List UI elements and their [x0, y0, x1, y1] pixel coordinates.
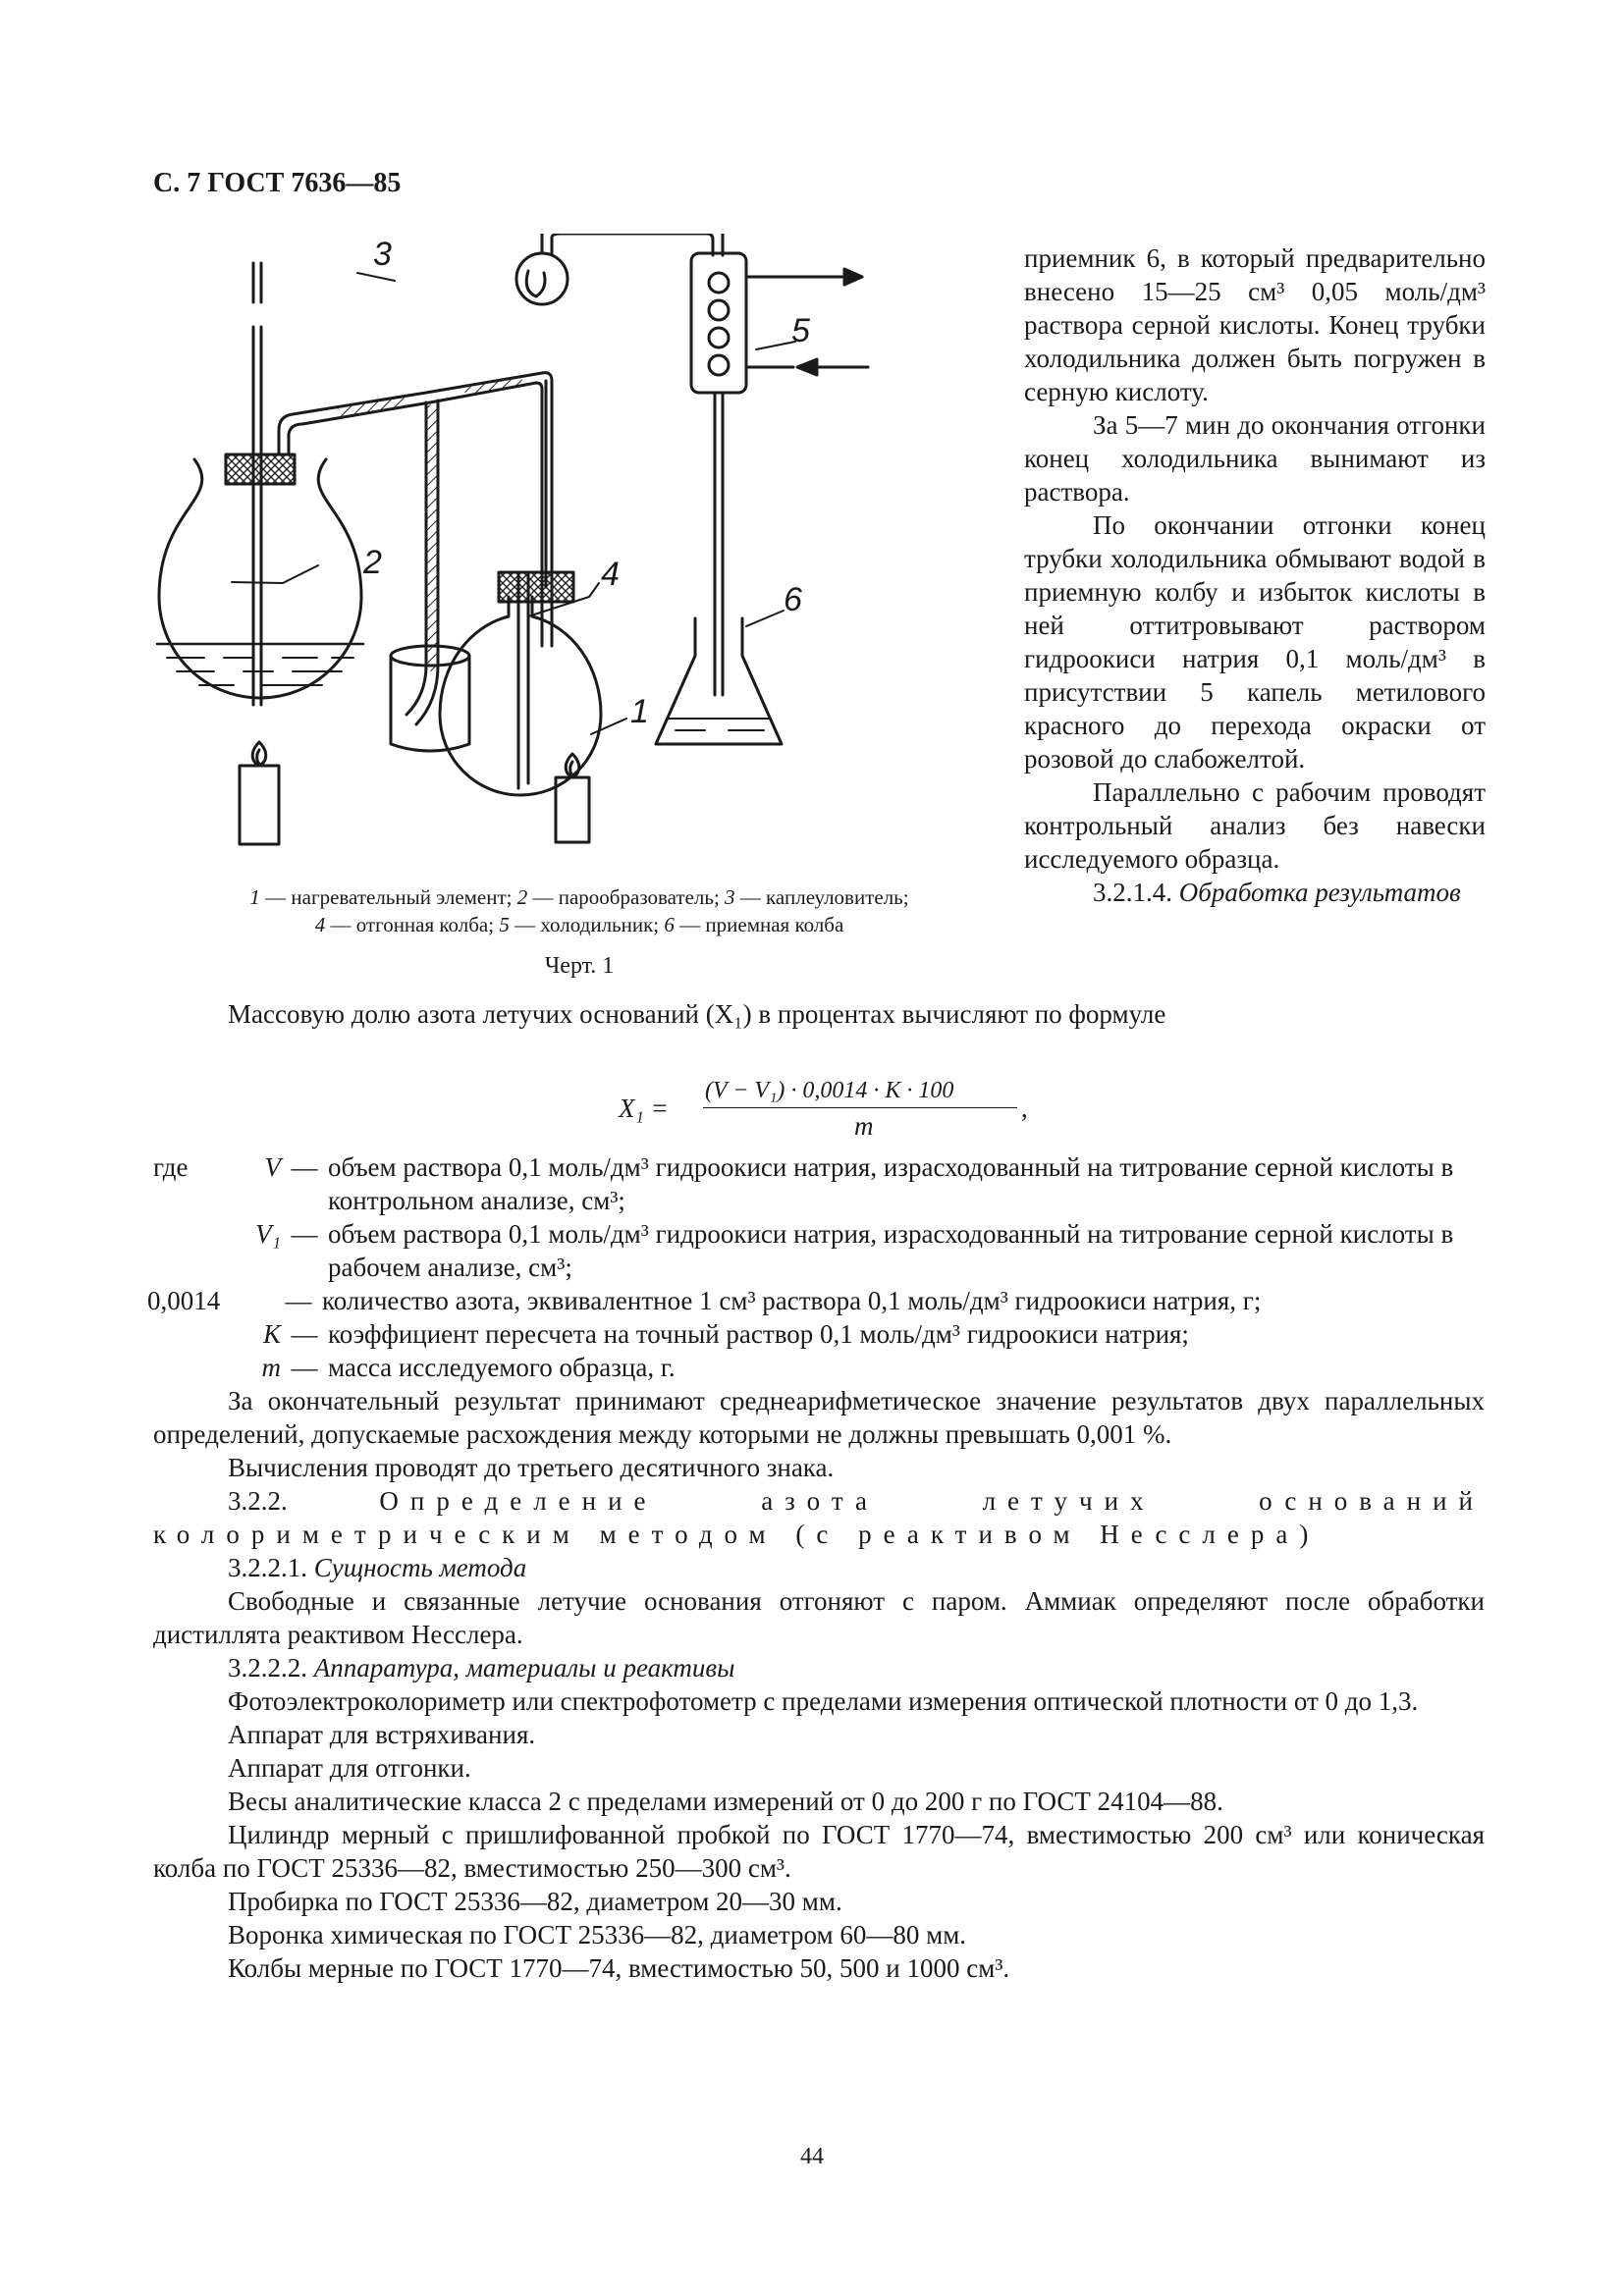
equipment-item: Колбы мерные по ГОСТ 1770—74, вместимостью 50, 500 и 1000 см³.	[228, 1953, 1010, 1983]
definition-row: 0,0014 — количество азота, эквивалентное 1 см³ раствора 0,1 моль/дм³ гидроокиси натрия, г;	[147, 1286, 1262, 1315]
definition-row: K — коэффициент пересчета на точный раствор 0,1 моль/дм³ гидроокиси натрия;	[262, 1319, 1189, 1349]
heater-left	[240, 742, 279, 844]
main-body	[147, 1150, 1485, 1985]
right-para-3: По окончании отгонки конец трубки холодильника обмывают водой в приемную колбу и избыток кислоты в ней оттитровывают раствором гидроокиси натрия 0,1 моль/дм³ в присутствии 5 капель метилового красного до перехода окраски от розовой до слабожелтой.	[1024, 510, 1486, 774]
apparatus-diagram	[145, 234, 1009, 881]
formula-bar	[703, 1107, 1017, 1108]
page-header: С. 7 ГОСТ 7636—85	[153, 168, 402, 198]
formula-denominator: m	[854, 1111, 874, 1141]
right-column	[1024, 241, 1486, 909]
formula-trail: ,	[1021, 1094, 1028, 1123]
equipment-item: Аппарат для встряхивания.	[228, 1720, 536, 1749]
section-3221-heading: 3.2.2.1. Сущность метода	[228, 1553, 527, 1582]
formula	[619, 1074, 1031, 1145]
figure-label-1: 1	[630, 693, 649, 730]
caption-line-1: 1 — нагревательный элемент; 2 — парообразователь; 3 — каплеуловитель;	[249, 885, 909, 909]
distillation-flask	[440, 381, 601, 795]
steam-generator-flask	[157, 263, 552, 724]
caption-line-2: 4 — отгонная колба; 5 — холодильник; 6 — приемная колба	[314, 913, 844, 936]
receiving-flask	[656, 618, 782, 744]
figure-label-2: 2	[363, 544, 382, 581]
section-3222-heading: 3.2.2.2. Аппаратура, материалы и реактивы	[228, 1653, 735, 1682]
definition-row: m — масса исследуемого образца, г.	[261, 1353, 676, 1382]
equipment-item: Аппарат для отгонки.	[228, 1753, 471, 1783]
formula-lhs: X₁ =	[619, 1094, 669, 1123]
section-3214-heading: 3.2.1.4. Обработка результатов	[1093, 878, 1461, 907]
equipment-item: Цилиндр мерный с пришлифованной пробкой по ГОСТ 1770—74, вместимостью 200 см³ или коническая колба по ГОСТ 25336—82, вместимостью 250—300 см³.	[153, 1820, 1485, 1883]
equipment-item: Весы аналитические класса 2 с пределами измерений от 0 до 200 г по ГОСТ 24104—88.	[228, 1787, 1223, 1816]
equipment-item: Воронка химическая по ГОСТ 25336—82, диаметром 60—80 мм.	[228, 1920, 967, 1949]
figure-number: Черт. 1	[544, 953, 615, 979]
equipment-item: Пробирка по ГОСТ 25336—82, диаметром 20—30 мм.	[228, 1887, 842, 1916]
section-322-heading: 3.2.2. Определение азота летучих оснований колориметрическим методом (с реактивом Несслера)	[153, 1486, 1485, 1549]
formula-lead-text: Массовую долю азота летучих оснований (X₁) в процентах вычисляют по формуле	[228, 999, 1166, 1029]
right-para-1: приемник 6, в который предварительно внесено 15—25 см³ 0,05 моль/дм³ раствора серной кислоты. Конец трубки холодильника должен быть погружен в серную кислоту.	[1024, 243, 1486, 406]
heater-right	[556, 754, 589, 842]
figure-label-5: 5	[791, 312, 810, 349]
page-number: 44	[800, 2144, 824, 2169]
figure-label-4: 4	[601, 556, 620, 593]
definitions-list	[147, 1150, 1485, 1384]
right-para-2: За 5—7 мин до окончания отгонки конец холодильника вынимают из раствора.	[1024, 410, 1486, 507]
definition-row: V₁ — объем раствора 0,1 моль/дм³ гидроокиси натрия, израсходованный на титрование серной кислоты в рабочем анализе, см³;	[255, 1219, 1454, 1282]
right-para-4: Параллельно с рабочим проводят контрольный анализ без навески исследуемого образца.	[1024, 777, 1486, 874]
final-result-paragraph: За окончательный результат принимают среднеарифметическое значение результатов двух параллельных определений, допускаемые расхождения между которыми не должны превышать 0,001 %.	[153, 1386, 1485, 1449]
equipment-item: Фотоэлектроколориметр или спектрофотометр с пределами измерения оптической плотности от 0 до 1,3.	[228, 1686, 1419, 1716]
figure-label-3: 3	[373, 236, 392, 273]
calc-paragraph: Вычисления проводят до третьего десятичного знака.	[228, 1453, 835, 1482]
figure-label-6: 6	[784, 581, 802, 618]
formula-numerator: (V − V₁) · 0,0014 · K · 100	[705, 1078, 954, 1103]
figure-caption	[147, 883, 1011, 938]
definition-row: где V — объем раствора 0,1 моль/дм³ гидроокиси натрия, израсходованный на титрование серной кислоты в контрольном анализе, см³;	[153, 1152, 1454, 1215]
where-label: где	[153, 1152, 189, 1182]
essence-paragraph: Свободные и связанные летучие основания отгоняют с паром. Аммиак определяют после обработки дистиллята реактивом Несслера.	[153, 1586, 1485, 1649]
